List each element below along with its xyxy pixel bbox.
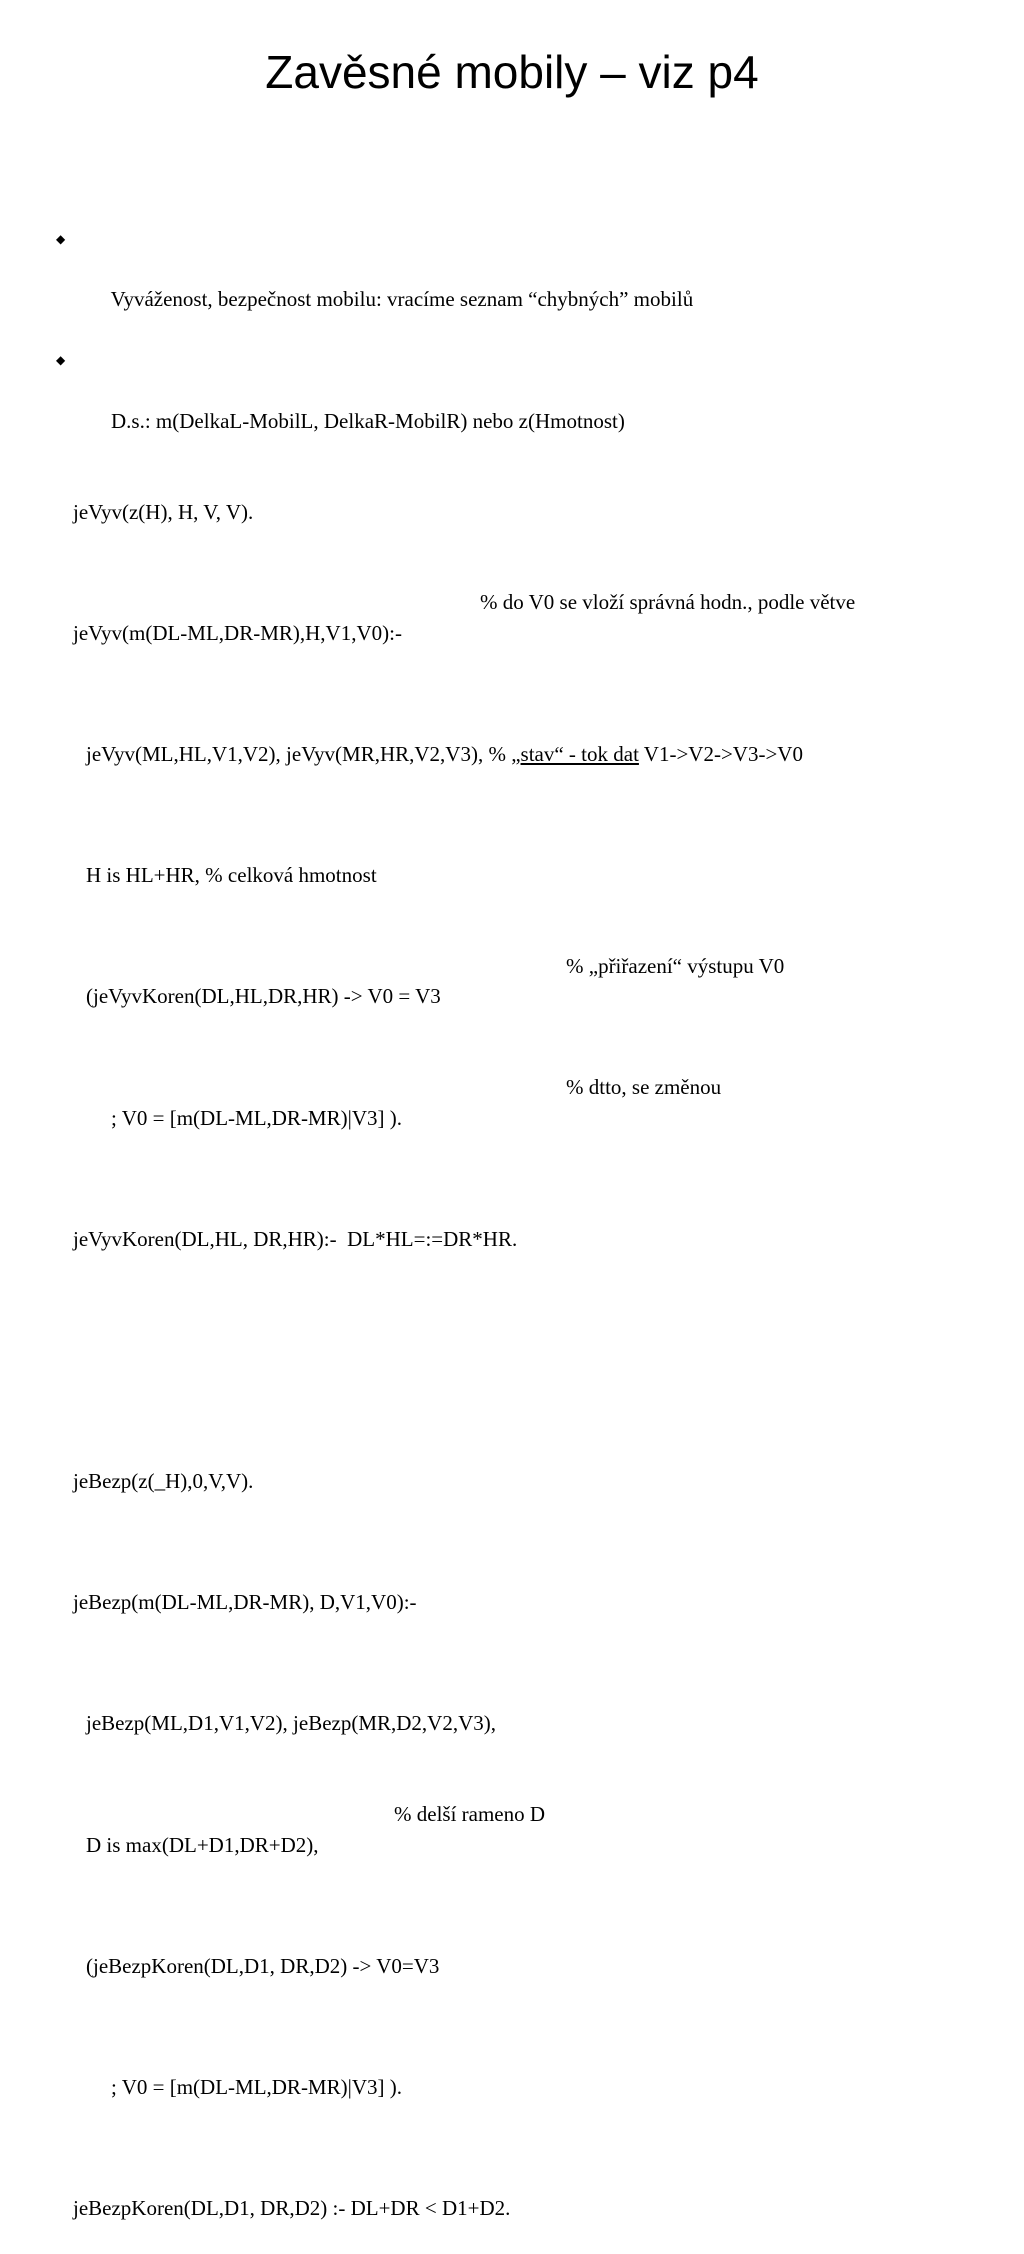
code-text: jeBezp(m(DL-ML,DR-MR), D,V1,V0):-: [73, 1590, 417, 1615]
diamond-bullet-icon: ◆: [56, 231, 66, 246]
code-text: ; V0 = [m(DL-ML,DR-MR)|V3] ).: [111, 1105, 402, 1130]
bullet-item: [52, 345, 1012, 433]
code-comment: % dtto, se změnou: [566, 1075, 722, 1100]
code-line: [52, 2042, 1012, 2099]
code-line: [52, 1678, 1012, 1736]
code-underlined: stav“ - tok dat: [520, 741, 639, 766]
code-text: jeVyv(m(DL-ML,DR-MR),H,V1,V0):-: [73, 620, 402, 645]
code-line: [52, 1799, 1012, 1857]
code-text: jeVyv(ML,HL,V1,V2), jeVyv(MR,HR,V2,V3), % „: [86, 741, 521, 766]
blank-line: [52, 1315, 1012, 1345]
code-text: V1->V2->V3->V0: [638, 741, 803, 766]
code-line: [52, 466, 1012, 524]
bullet-text: Vyváženost, bezpečnost mobilu: vracíme seznam “chybných” mobilů: [110, 287, 694, 312]
slide-body: [52, 133, 1012, 2254]
code-line: [52, 2163, 1012, 2221]
diamond-bullet-icon: ◆: [56, 353, 66, 368]
code-text: jeBezp(ML,D1,V1,V2), jeBezp(MR,D2,V2,V3),: [86, 1711, 497, 1736]
code-line: [52, 1436, 1012, 1494]
bullet-item: [52, 224, 1012, 312]
code-line: [52, 587, 1012, 645]
code-line: [52, 709, 1012, 766]
code-line: [52, 1921, 1012, 1978]
code-comment: % „přiřazení“ výstupu V0: [566, 954, 785, 979]
code-line: [52, 1072, 1012, 1130]
code-line: [52, 830, 1012, 888]
code-line: [52, 951, 1012, 1009]
code-text: (jeBezpKoren(DL,D1, DR,D2) -> V0=V3: [86, 1953, 440, 1978]
code-comment: % delší rameno D: [394, 1802, 546, 1827]
code-line: [52, 1193, 1012, 1251]
code-text: jeBezpKoren(DL,D1, DR,D2) :- DL+DR < D1+D2.: [73, 2196, 511, 2221]
code-line: [52, 1557, 1012, 1615]
code-text: (jeVyvKoren(DL,HL,DR,HR) -> V0 = V3: [86, 984, 441, 1009]
slide-title: Zavěsné mobily – viz p4: [265, 46, 759, 98]
code-text: jeVyvKoren(DL,HL, DR,HR):- DL*HL=:=DR*HR.: [73, 1226, 518, 1251]
code-text: ; V0 = [m(DL-ML,DR-MR)|V3] ).: [111, 2075, 402, 2099]
bullet-text: D.s.: m(DelkaL-MobilL, DelkaR-MobilR) nebo z(Hmotnost): [111, 408, 625, 433]
code-text: D is max(DL+D1,DR+D2),: [86, 1832, 319, 1857]
code-text: jeBezp(z(_H),0,V,V).: [73, 1469, 254, 1494]
code-text: jeVyv(z(H), H, V, V).: [73, 499, 254, 524]
code-comment: % do V0 se vloží správná hodn., podle větve: [480, 590, 856, 615]
code-text: H is HL+HR, % celková hmotnost: [86, 863, 377, 888]
